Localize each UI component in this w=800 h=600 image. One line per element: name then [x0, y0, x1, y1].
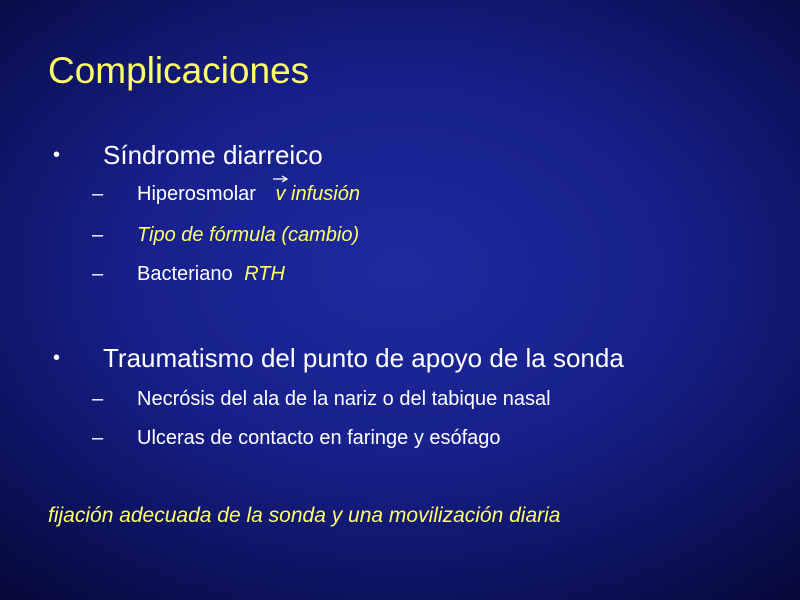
vector-symbol: v [275, 183, 286, 205]
subitem-hiperosmolar [137, 184, 360, 204]
subitem-tipo-formula: Tipo de fórmula (cambio) [137, 224, 360, 246]
vector-infusion [276, 183, 361, 205]
footer-note: fijación adecuada de la sonda y una movilización diaria [48, 504, 561, 527]
slide-title: Complicaciones [48, 50, 310, 91]
sub-bullet-marker: – [92, 224, 104, 246]
bullet-marker: • [53, 144, 61, 166]
subitem-bacteriano-text: Bacteriano [137, 263, 233, 285]
rth-text: RTH [244, 263, 285, 285]
subitem-bacteriano [137, 264, 285, 284]
subitem-necrosis: Necrósis del ala de la nariz o del tabique nasal [137, 388, 551, 410]
bullet-sindrome-diarreico: Síndrome diarreico [103, 140, 323, 170]
sub-bullet-marker: – [92, 263, 104, 285]
sub-bullet-marker: – [92, 427, 104, 449]
vector-arrow-icon [273, 175, 289, 183]
infusion-text: infusión [285, 183, 360, 205]
sub-bullet-marker: – [92, 183, 104, 205]
subitem-ulceras: Ulceras de contacto en faringe y esófago [137, 427, 501, 449]
bullet-traumatismo: Traumatismo del punto de apoyo de la sonda [103, 343, 624, 373]
bullet-marker: • [53, 347, 61, 369]
sub-bullet-marker: – [92, 388, 104, 410]
subitem-hiperosmolar-text: Hiperosmolar [137, 183, 256, 205]
